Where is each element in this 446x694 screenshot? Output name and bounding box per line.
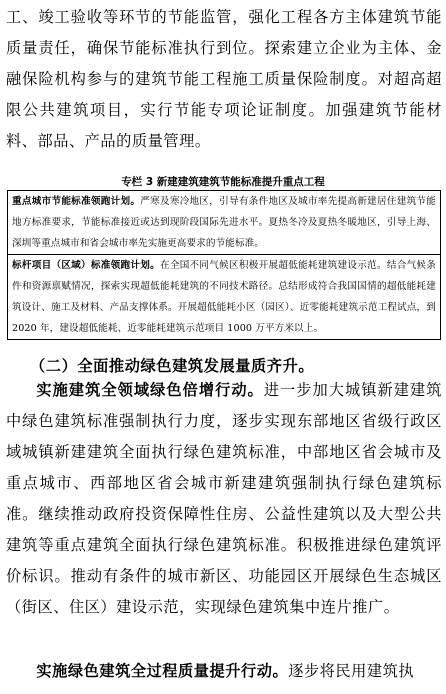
paragraph-energy-supervision: 工、竣工验收等环节的节能监管，强化工程各方主体建筑节能质量责任，确保节能标准执行到位。探索建立企业为主体、金融保险机构参与的建筑节能工程施工质量保险制度。对超高超限公共建筑项目，实行节能专项论证制度。加强建筑节能材料、部品、产品的质量管理。 — [6, 8, 442, 150]
paragraph-lead: 实施建筑全领域绿色倍增行动。 — [36, 381, 264, 399]
box-row-key-cities — [8, 191, 440, 254]
box-row-body: 在全国不同气候区积极开展超低能耗建筑建设示范。结合气候条件和资源禀赋情况，探索实现超低能耗建筑的不同技术路径。总结形成符合我国国情的超低能耗建筑设计、施工及材料、产品支撑体系。开展超低能耗小区（园区）、近零能耗建筑示范工程试点，到 2020 年，建设超低能耗、近零能耗建筑示范项目 1000 万平方米以上。 — [12, 260, 436, 334]
special-column-box — [7, 190, 441, 340]
box-title: 专栏 3 新建建筑建筑节能标准提升重点工程 — [121, 176, 325, 188]
paragraph-body: 逐步将民用建筑执 — [288, 662, 415, 680]
section-heading: （二）全面推动绿色建筑发展量质齐升。 — [30, 357, 315, 375]
box-row-body: 严寒及寒冷地区，引导有条件地区及城市率先提高新建居住建筑节能地方标准要求，节能标准接近或达到现阶段国际先进水平。夏热冬冷及夏热冬暖地区，引导上海、深圳等重点城市和省会城市率先实施更高要求的节能标准。 — [12, 196, 436, 249]
paragraph-quality-improvement — [6, 656, 442, 687]
paragraph-body: 进一步加大城镇新建建筑中绿色建筑标准强制执行力度，逐步实现东部地区省级行政区域城镇新建建筑全面执行绿色建筑标准，中部地区省会城市及重点城市、西部地区省会城市新建建筑强制执行绿色建筑标准。继续推动政府投资保障性住房、公益性建筑以及大型公共建筑等重点建筑全面执行绿色建筑标准。积极推进绿色建筑评价标识。推动有条件的城市新区、功能园区开展绿色生态城区（街区、住区）建设示范，实现绿色建筑集中连片推广。 — [6, 381, 442, 616]
paragraph-green-building-doubling — [6, 375, 442, 623]
box-row-lead: 重点城市节能标准领跑计划。 — [12, 196, 141, 207]
box-row-lead: 标杆项目（区域）标准领跑计划。 — [12, 260, 160, 271]
box-row-benchmark-projects — [8, 254, 440, 339]
paragraph-lead: 实施绿色建筑全过程质量提升行动。 — [36, 662, 289, 680]
